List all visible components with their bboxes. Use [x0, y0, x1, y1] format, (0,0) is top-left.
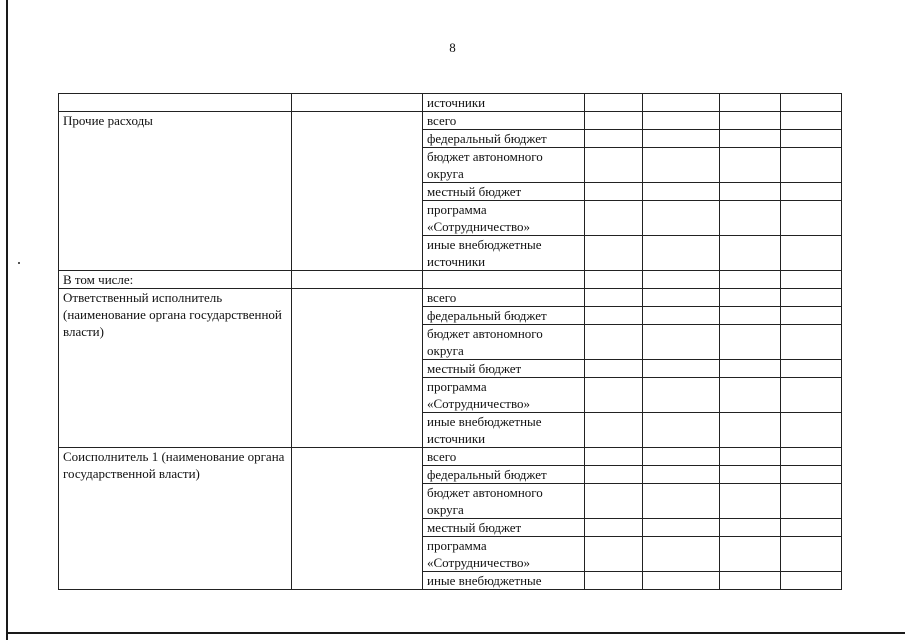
blank-cell [292, 94, 423, 112]
budget-table [58, 93, 842, 590]
value-cell [720, 466, 781, 484]
value-cell [585, 130, 643, 148]
value-cell [585, 271, 643, 289]
funding-source-cell: всего [423, 289, 585, 307]
value-cell [643, 572, 720, 590]
funding-source-cell: программа «Сотрудничество» [423, 201, 585, 236]
value-cell [643, 183, 720, 201]
value-cell [781, 183, 842, 201]
value-cell [585, 413, 643, 448]
scan-speck [18, 262, 20, 264]
value-cell [585, 448, 643, 466]
value-cell [643, 448, 720, 466]
value-cell [781, 94, 842, 112]
value-cell [781, 448, 842, 466]
funding-source-cell: местный бюджет [423, 183, 585, 201]
value-cell [781, 413, 842, 448]
value-cell [720, 537, 781, 572]
value-cell [720, 448, 781, 466]
value-cell [585, 466, 643, 484]
value-cell [781, 112, 842, 130]
funding-source-cell: всего [423, 112, 585, 130]
section-label-cell [59, 94, 292, 112]
funding-source-cell [423, 271, 585, 289]
value-cell [720, 325, 781, 360]
value-cell [585, 325, 643, 360]
value-cell [781, 289, 842, 307]
value-cell [585, 378, 643, 413]
value-cell [781, 519, 842, 537]
funding-source-cell: федеральный бюджет [423, 466, 585, 484]
value-cell [643, 236, 720, 271]
table-row [59, 271, 842, 289]
value-cell [643, 325, 720, 360]
value-cell [585, 94, 643, 112]
value-cell [643, 307, 720, 325]
funding-source-cell: иные внебюджетные источники [423, 236, 585, 271]
value-cell [643, 201, 720, 236]
value-cell [585, 360, 643, 378]
funding-source-cell: иные внебюджетные источники [423, 413, 585, 448]
value-cell [781, 201, 842, 236]
funding-source-cell: местный бюджет [423, 519, 585, 537]
page-number: 8 [449, 40, 456, 55]
value-cell [720, 289, 781, 307]
value-cell [643, 94, 720, 112]
table-row [59, 94, 842, 112]
blank-cell [292, 448, 423, 590]
value-cell [781, 466, 842, 484]
scan-border-left [6, 0, 8, 640]
value-cell [720, 183, 781, 201]
value-cell [781, 572, 842, 590]
section-label-cell: В том числе: [59, 271, 292, 289]
value-cell [643, 484, 720, 519]
funding-source-cell: источники [423, 94, 585, 112]
table-row [59, 289, 842, 307]
value-cell [585, 289, 643, 307]
table-row [59, 112, 842, 130]
value-cell [585, 148, 643, 183]
funding-source-cell: программа «Сотрудничество» [423, 537, 585, 572]
value-cell [643, 519, 720, 537]
funding-source-cell: бюджет автономного округа [423, 148, 585, 183]
funding-source-cell: местный бюджет [423, 360, 585, 378]
value-cell [643, 413, 720, 448]
value-cell [585, 537, 643, 572]
value-cell [781, 378, 842, 413]
scan-border-bottom [6, 632, 905, 634]
section-label-cell: Ответственный исполнитель (наименование органа государственной власти) [59, 289, 292, 448]
value-cell [585, 201, 643, 236]
value-cell [781, 325, 842, 360]
funding-source-cell: бюджет автономного округа [423, 484, 585, 519]
value-cell [643, 271, 720, 289]
funding-source-cell: федеральный бюджет [423, 130, 585, 148]
value-cell [585, 112, 643, 130]
blank-cell [292, 289, 423, 448]
value-cell [585, 307, 643, 325]
value-cell [781, 537, 842, 572]
section-label-cell: Соисполнитель 1 (наименование органа государственной власти) [59, 448, 292, 590]
funding-source-cell: федеральный бюджет [423, 307, 585, 325]
funding-source-cell: программа «Сотрудничество» [423, 378, 585, 413]
budget-table-body [59, 94, 842, 590]
value-cell [781, 271, 842, 289]
funding-source-cell: иные внебюджетные [423, 572, 585, 590]
value-cell [720, 94, 781, 112]
blank-cell [292, 271, 423, 289]
value-cell [585, 183, 643, 201]
value-cell [781, 360, 842, 378]
value-cell [643, 378, 720, 413]
table-row [59, 448, 842, 466]
value-cell [720, 519, 781, 537]
value-cell [781, 484, 842, 519]
value-cell [720, 112, 781, 130]
value-cell [720, 201, 781, 236]
value-cell [585, 236, 643, 271]
value-cell [720, 307, 781, 325]
value-cell [643, 360, 720, 378]
value-cell [643, 466, 720, 484]
value-cell [643, 112, 720, 130]
value-cell [720, 236, 781, 271]
section-label-cell: Прочие расходы [59, 112, 292, 271]
value-cell [720, 130, 781, 148]
value-cell [720, 378, 781, 413]
value-cell [720, 484, 781, 519]
value-cell [781, 148, 842, 183]
value-cell [720, 148, 781, 183]
funding-source-cell: всего [423, 448, 585, 466]
value-cell [720, 413, 781, 448]
value-cell [781, 236, 842, 271]
value-cell [585, 484, 643, 519]
value-cell [781, 307, 842, 325]
value-cell [720, 572, 781, 590]
value-cell [720, 271, 781, 289]
value-cell [585, 572, 643, 590]
funding-source-cell: бюджет автономного округа [423, 325, 585, 360]
value-cell [643, 289, 720, 307]
value-cell [643, 148, 720, 183]
value-cell [781, 130, 842, 148]
value-cell [643, 537, 720, 572]
value-cell [643, 130, 720, 148]
blank-cell [292, 112, 423, 271]
value-cell [585, 519, 643, 537]
value-cell [720, 360, 781, 378]
